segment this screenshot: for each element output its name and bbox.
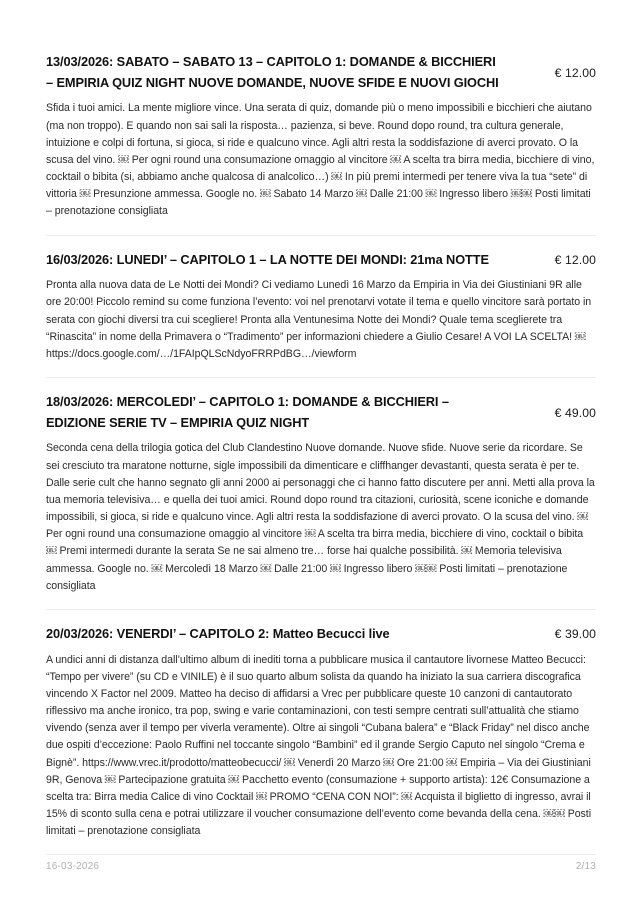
event-price: € 12.00 bbox=[554, 65, 596, 80]
event-title: 13/03/2026: SABATO – SABATO 13 – CAPITOLO 1: DOMANDE & BICCHIERI – EMPIRIA QUIZ NIGHT NUOVE DOMANDE, NUOVE SFIDE E NUOVI GIOCHI bbox=[46, 54, 499, 90]
footer-date: 16-03-2026 bbox=[46, 861, 100, 872]
event-header bbox=[46, 624, 596, 645]
event-title: 20/03/2026: VENERDI’ – CAPITOLO 2: Matteo Becucci live bbox=[46, 625, 390, 641]
event-header bbox=[46, 52, 596, 93]
event-price: € 12.00 bbox=[554, 252, 596, 267]
event-entry bbox=[46, 624, 596, 855]
event-header bbox=[46, 392, 596, 433]
event-entry bbox=[46, 392, 596, 610]
event-description: A undici anni di distanza dall’ultimo album di inediti torna a pubblicare musica il cantautore livornese Matteo Becucci: “Tempo per vivere” (su CD e VINILE) è il suo quarto album solista da quando ha iniziato la sua carriera discografica vincendo X Factor nel 2009. Matteo ha deciso di affidarsi a Vrec per pubblicare queste 10 canzoni di cantautorato riflessivo ma anche ironico, tra pop, swing e varie contaminazioni, con testi sempre centrati sull’attualità che stiamo vivendo (senza aver il tempo per viverla veramente). Oltre ai singoli “Cubana balera” e “Black Friday” nel disco anche due ospiti d’eccezione: Paolo Ruffini nel toccante singolo “Bambini” ed il grande Sergio Caputo nel singolo “Crema e Bignè”. https://www.vrec.it/prodotto/matteobecucci/ ￼ Venerdì 20 Marzo ￼ Ore 21:00 ￼ Empiria – Via dei Giustiniani 9R, Genova ￼ Partecipazione gratuita ￼ Pacchetto evento (consumazione + supporto artista): 12€ Consumazione a scelta tra: Birra media Calice di vino Cocktail ￼ PROMO “CENA CON NOI”: ￼ Acquista il biglietto di ingresso, avrai il 15% di sconto sulla cena e potrai utilizzare il voucher consumazione dell’evento come bevanda della cena. ￼￼ Posti limitati – prenotazione consigliata bbox=[46, 653, 591, 838]
event-description: Pronta alla nuova data de Le Notti dei Mondi? Ci vediamo Lunedì 16 Marzo da Empiria in Via dei Giustiniani 9R alle ore 20:00! Piccolo remind su come funziona l’evento: voi nel prenotarvi votate il tema e quello vincitore sarà portato in serata con giochi diversi tra cui scegliere! Pronta alla Ventunesima Notte dei Mondi? Quale tema sceglierete tra “Rinascita” in nome della Primavera o “Tradimento” per informazioni chiedere a Giulio Cesare! A VOI LA SCELTA! ￼ https://docs.google.com/…/1FAIpQLScNdyoFRRPdBG…/viewform bbox=[46, 279, 592, 360]
event-price: € 49.00 bbox=[554, 405, 596, 420]
event-entry bbox=[46, 250, 596, 379]
event-description: Sfida i tuoi amici. La mente migliore vince. Una serata di quiz, domande più o meno impossibili e bicchieri che aiutano (ma non troppo). E quando non sai sali la risposta… pazienza, si beve. Round dopo round, tra cultura generale, intuizione e colpi di fortuna, si gioca, si ride e qualcuno vince. Agli altri resta la soddisfazione di averci provato. O la scusa del vino. ￼ Per ogni round una consumazione omaggio al vincitore ￼ A scelta tra birra media, bicchiere di vino, cocktail o bibita (si, abbiamo anche qualcosa di analcolico…) ￼ In più premi intermedi per tenere viva la tua “sete” di vittoria ￼ Presunzione ammessa. Google no. ￼ Sabato 14 Marzo ￼ Dalle 21:00 ￼ Ingresso libero ￼￼ Posti limitati – prenotazione consigliata bbox=[46, 102, 595, 218]
event-price: € 39.00 bbox=[554, 627, 596, 642]
event-header bbox=[46, 250, 596, 271]
event-title: 16/03/2026: LUNEDI’ – CAPITOLO 1 – LA NOTTE DEI MONDI: 21ma NOTTE bbox=[46, 251, 489, 267]
footer-page-number: 2/13 bbox=[575, 861, 596, 872]
event-title: 18/03/2026: MERCOLEDI’ – CAPITOLO 1: DOMANDE & BICCHIERI – EDIZIONE SERIE TV – EMPIRIA QUIZ NIGHT bbox=[46, 394, 449, 430]
event-description: Seconda cena della trilogia gotica del Club Clandestino Nuove domande. Nuove sfide. Nuove serie da ricordare. Se sei cresciuto tra maratone notturne, sigle impossibili da dimenticare e cliffhanger devastanti, questa serata è per te. Dalle serie cult che hanno segnato gli anni 2000 ai personaggi che ci hanno fatto discutere per anni. Metti alla prova la tua memoria televisiva… e quella dei tuoi amici. Round dopo round tra citazioni, curiosità, scene iconiche e domande impossibili, si gioca, si ride e qualcuno vince. Agli altri resta la soddisfazione di averci provato. O la scusa del vino. ￼ Per ogni round una consumazione omaggio al vincitore ￼ A scelta tra birra media, bicchiere di vino, cocktail o bibita ￼ Premi intermedi durante la serata Se ne sai almeno tre… forse hai qualche possibilità. ￼ Memoria televisiva ammessa. Google no. ￼ Mercoledì 18 Marzo ￼ Dalle 21:00 ￼ Ingresso libero ￼￼ Posti limitati – prenotazione consigliata bbox=[46, 442, 595, 592]
page-footer bbox=[46, 861, 596, 872]
event-entry bbox=[46, 52, 596, 236]
